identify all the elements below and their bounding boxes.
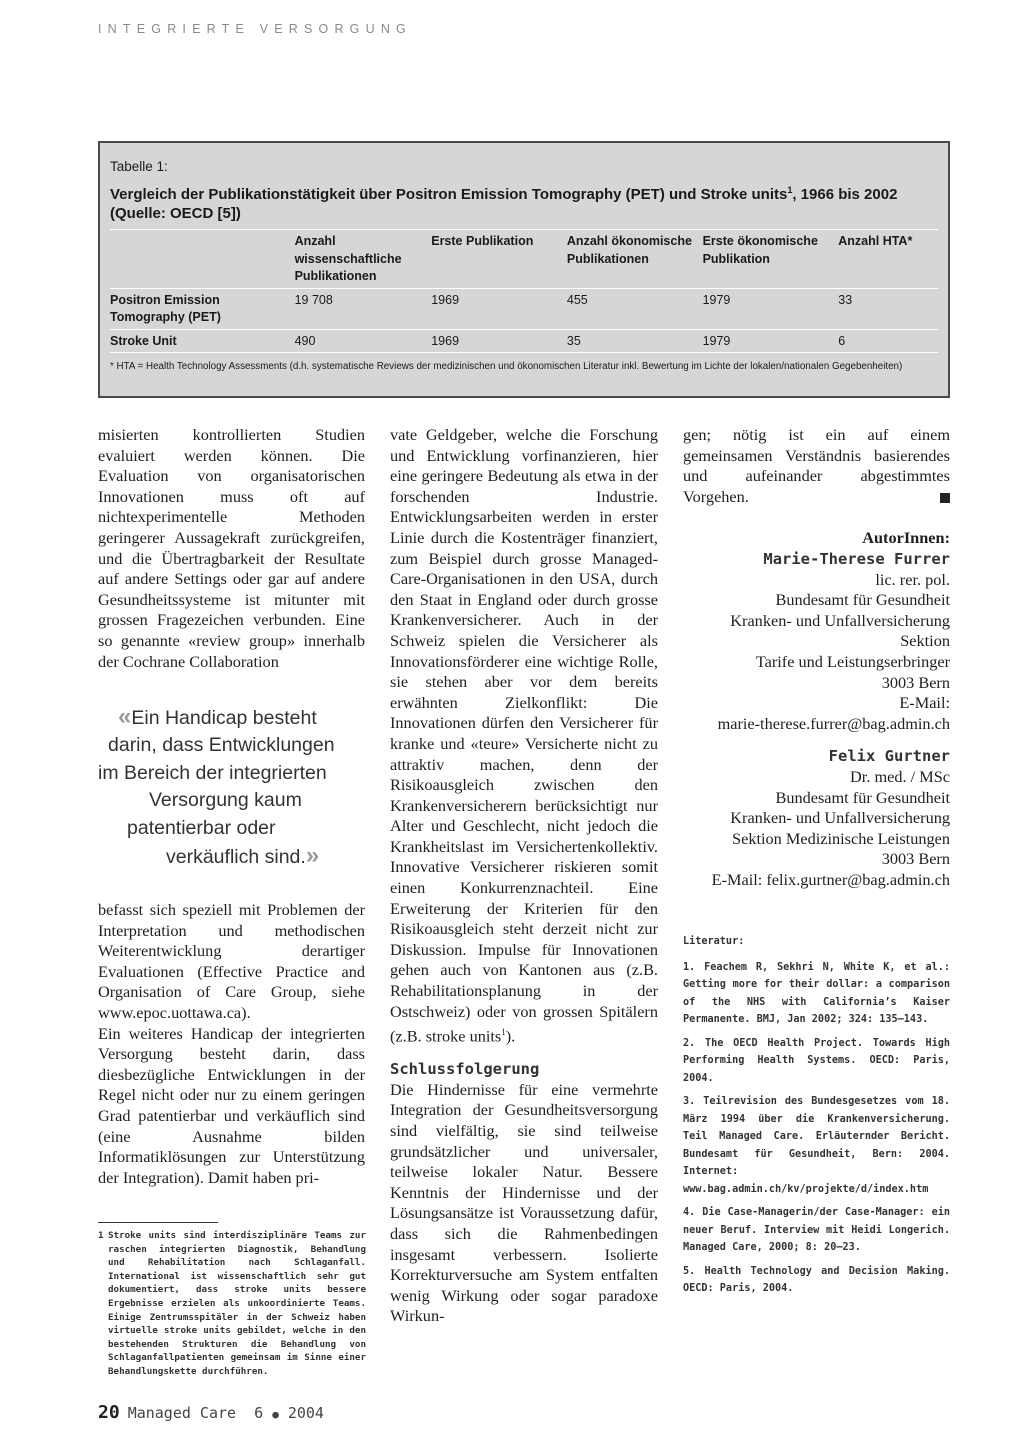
table-cell: Stroke Unit [110, 333, 177, 348]
paragraph: befasst sich speziell mit Problemen der Interpretation und methodischen Weiterentwicklung derartiger Evaluationen (Effective Practice and Organisation of Care Group, siehe www.epoc.uottawa.ca). [98, 900, 365, 1022]
author-affiliation-line: lic. rer. pol. [875, 569, 950, 589]
table-row [110, 288, 938, 329]
paragraph: Ein weiteres Handicap der integrierten Versorgung besteht darin, dass diesbezügliche Entwicklungen in der Regel nicht oder nur zu einem geringen Grad patentierbar und verkäuflich sind (eine Ausnahme bilden Informatiklösungen zur Unterstützung der Integration). Damit haben pri- [98, 1023, 365, 1187]
table-cell: Positron Emission Tomography (PET) [110, 292, 221, 324]
table-header-cell: Anzahl HTA* [838, 234, 913, 248]
section-heading: Schlussfolgerung [390, 1060, 540, 1079]
table-cell: 455 [566, 292, 588, 307]
author-affiliation-line: E-Mail: [899, 693, 950, 713]
table-1 [98, 141, 950, 398]
paragraph: Die Hindernisse für eine vermehrte Integration der Gesundheitsversorgung sind vielfältig, sie sind teilweise grundsätzlicher und universaler, teilweise lokaler Natur. Bessere Kenntnis der Hindernisse und der Lösungsansätze ist Voraussetzung dafür, dass sich die Rahmenbedingen insgesamt verbessern. Isolierte Korrekturversuche am System entfalten wenig Wirkung oder sogar paradoxe Wirkun- [390, 1079, 658, 1326]
table-header-cell: Anzahl ökonomische Publikationen [566, 234, 692, 266]
quote-open-mark: « [118, 703, 132, 730]
page-number: 20 [98, 1402, 120, 1423]
literature-heading: Literatur: [683, 936, 745, 947]
author-affiliation-line: Bundesamt für Gesundheit [775, 590, 950, 610]
author-affiliation-line: Sektion Medizinische Leistungen [732, 828, 950, 848]
quote-close-mark: » [305, 842, 320, 870]
paragraph [683, 425, 950, 507]
table-header-cell: Erste Publikation [431, 234, 534, 248]
table-cell: 1969 [431, 333, 460, 348]
paragraph-text-end: ). [505, 1026, 516, 1046]
footnote-text: Stroke units sind interdisziplinäre Teams zur raschen integrierten Diagnostik, Behandlung und Rehabilitation nach Schlaganfall. International ist wissenschaftlich sehr gut dokumentiert, dass stroke units bessere Ergebnisse erzielen als unkoordinierte Teams. Einige Zentrumsspitäler in der Schweiz haben virtuelle stroke units gebildet, welche in den bestehenden Strukturen die Behandlung von Schlaganfallpatienten gemeinsam im Sinne einer Behandlungskette durchführen. [108, 1230, 366, 1377]
folio-dot: ● [272, 1408, 279, 1421]
author-affiliation-line: Kranken- und Unfallversicherung [730, 808, 950, 828]
literature-item: 4. Die Case-Managerin/der Case-Manager: ein neuer Beruf. Interview mit Heidi Longerich. Managed Care, 2000; 8: 20–23. [683, 1207, 950, 1253]
table-header-cell [110, 233, 295, 286]
paragraph [390, 425, 658, 1047]
table-header-row [110, 230, 938, 288]
table-grid [110, 229, 938, 353]
author-name: Felix Gurtner [828, 747, 950, 766]
footnote-rule [98, 1222, 218, 1223]
table-cell: 19 708 [294, 292, 333, 307]
author-affiliation-line: Tarife und Leistungserbringer [755, 651, 950, 671]
page-folio [98, 1402, 324, 1423]
author-name: Marie-Therese Furrer [763, 549, 950, 568]
pull-quote [98, 703, 368, 871]
author-email: E-Mail: felix.gurtner@bag.admin.ch [711, 869, 950, 889]
table-cell: 6 [838, 333, 846, 348]
literature-item: 2. The OECD Health Project. Towards High Performing Health Systems. OECD: Paris, 2004. [683, 1037, 950, 1084]
table-header-cell: Erste ökonomische Publikation [702, 234, 818, 266]
pull-quote-line [98, 842, 368, 871]
pull-quote-line: darin, dass Entwicklungen [108, 734, 335, 757]
pull-quote-line [98, 703, 368, 732]
literature-list [683, 933, 950, 1304]
pull-quote-text: verkäuflich sind. [166, 846, 306, 869]
author-affiliation-line: Dr. med. / MSc [850, 766, 950, 786]
running-head: INTEGRIERTE VERSORGUNG [98, 22, 412, 36]
paragraph-text: vate Geldgeber, welche die Forschung und Entwicklung vorfinanzieren, hier eine geringere Bedeutung als etwa in der forschenden Industrie. Entwicklungsarbeiten werden in erster Linie durch die Kostenträger finanziert, zum Beispiel durch grosse Managed-Care-Organisationen in den USA, durch den Staat in England oder durch grosse Krankenversicherer. Auch in der Schweiz spielen die Versicherer als Innovationsförderer eine wichtige Rolle, sie stehen aber vor dem bereits erwähnten Zielkonflikt: Die Innovationen dürfen den Versicherer für kranke und «teure» Versicherte nicht zu attraktiv machen, denn der Risikoausgleich zwischen den Krankenversicherern berücksichtigt nur Alter und Geschlecht, nicht jedoch die Krankheitslast im Versichertenkollektiv. Innovative Versicherer riskieren somit einen Konkurrenznachteil. Eine Erweiterung der Kriterien für den Risikoausgleich steht derzeit nicht zur Diskussion. Impulse für Innovationen gehen auch von Kantonen aus (z.B. Rehabilitationsplanung in der Ostschweiz) oder von grossen Spitälern (z.B. stroke units [390, 425, 658, 1046]
authors-heading: AutorInnen: [862, 528, 950, 548]
table-cell: 1969 [431, 292, 460, 307]
author-affiliation-line: Sektion [900, 631, 950, 651]
table-title-text: Vergleich der Publikationstätigkeit über Positron Emission Tomography (PET) und Stroke units [110, 186, 788, 203]
pull-quote-line: im Bereich der integrierten [98, 761, 327, 784]
paragraph: misierten kontrollierten Studien evaluiert werden können. Die Evaluation von organisatorischen Innovationen muss oft auf nichtexperimentelle Methoden geringerer Aussagekraft zurückgreifen, und die Übertragbarkeit der Resultate auf andere Settings oder gar auf andere Gesundheitssysteme ist mitunter mit grossen Fragezeichen verbunden. Eine so genannte «review group» innerhalb der Cochrane Collaboration [98, 425, 365, 671]
pull-quote-line: patentierbar oder [127, 816, 276, 839]
paragraph-text: gen; nötig ist ein auf einem gemeinsamen Verständnis basierendes und aufeinander abgestimmtes Vorgehen. [683, 425, 950, 506]
end-of-article-mark [940, 493, 950, 503]
literature-item: 1. Feachem R, Sekhri N, White K, et al.: Getting more for their dollar: a comparison of the NHS with California’s Kaiser Permanente. BMJ, Jan 2002; 324: 135–143. [683, 961, 950, 1025]
column-2 [390, 425, 658, 1327]
table-cell: 35 [566, 333, 581, 348]
literature-item: 5. Health Technology and Decision Making. OECD: Paris, 2004. [683, 1265, 950, 1294]
author-email: marie-therese.furrer@bag.admin.ch [717, 713, 950, 733]
table-header-cell: Anzahl wissenschaftliche Publikationen [294, 234, 402, 283]
author-affiliation-line: 3003 Bern [881, 672, 950, 692]
footnote-number: 1 [98, 1230, 104, 1241]
table-cell: 1979 [702, 292, 731, 307]
literature-item: 3. Teilrevision des Bundesgesetzes vom 18. März 1994 über die Krankenversicherung. Teil Managed Care. Erläuternder Bericht. Bundesamt für Gesundheit, Bern: 2004. Internet: www.bag.admin.ch/kv/projekte/d/index.htm [683, 1096, 950, 1195]
column-3 [683, 425, 950, 890]
table-title-footnote-ref: 1 [787, 185, 793, 195]
table-cell: 490 [294, 333, 316, 348]
author-affiliation-line: Kranken- und Unfallversicherung [730, 610, 950, 630]
table-note: * HTA = Health Technology Assessments (d.h. systematische Reviews der medizinischen und ökonomischen Literatur inkl. Bewertung im Lichte der lokalen/nationalen Gegebenheiten) [110, 361, 903, 372]
table-cell: 1979 [702, 333, 731, 348]
folio-year: 2004 [287, 1404, 324, 1422]
journal-name: Managed Care 6 [127, 1404, 264, 1422]
pull-quote-text: Ein Handicap besteht [131, 707, 317, 729]
pull-quote-line: Versorgung kaum [149, 789, 302, 812]
author-affiliation-line: Bundesamt für Gesundheit [775, 787, 950, 807]
column-1-bottom [98, 900, 365, 1188]
table-row [110, 329, 938, 354]
table-title [110, 181, 938, 223]
footnote-ref: 1 [501, 1027, 506, 1038]
table-cell: 33 [838, 292, 853, 307]
table-title-end: , 1966 bis 2002 (Quelle: OECD [5]) [110, 186, 898, 222]
footnote [98, 1229, 366, 1379]
column-1-top [98, 425, 365, 672]
table-label: Tabelle 1: [110, 159, 168, 174]
author-affiliation-line: 3003 Bern [881, 849, 950, 869]
